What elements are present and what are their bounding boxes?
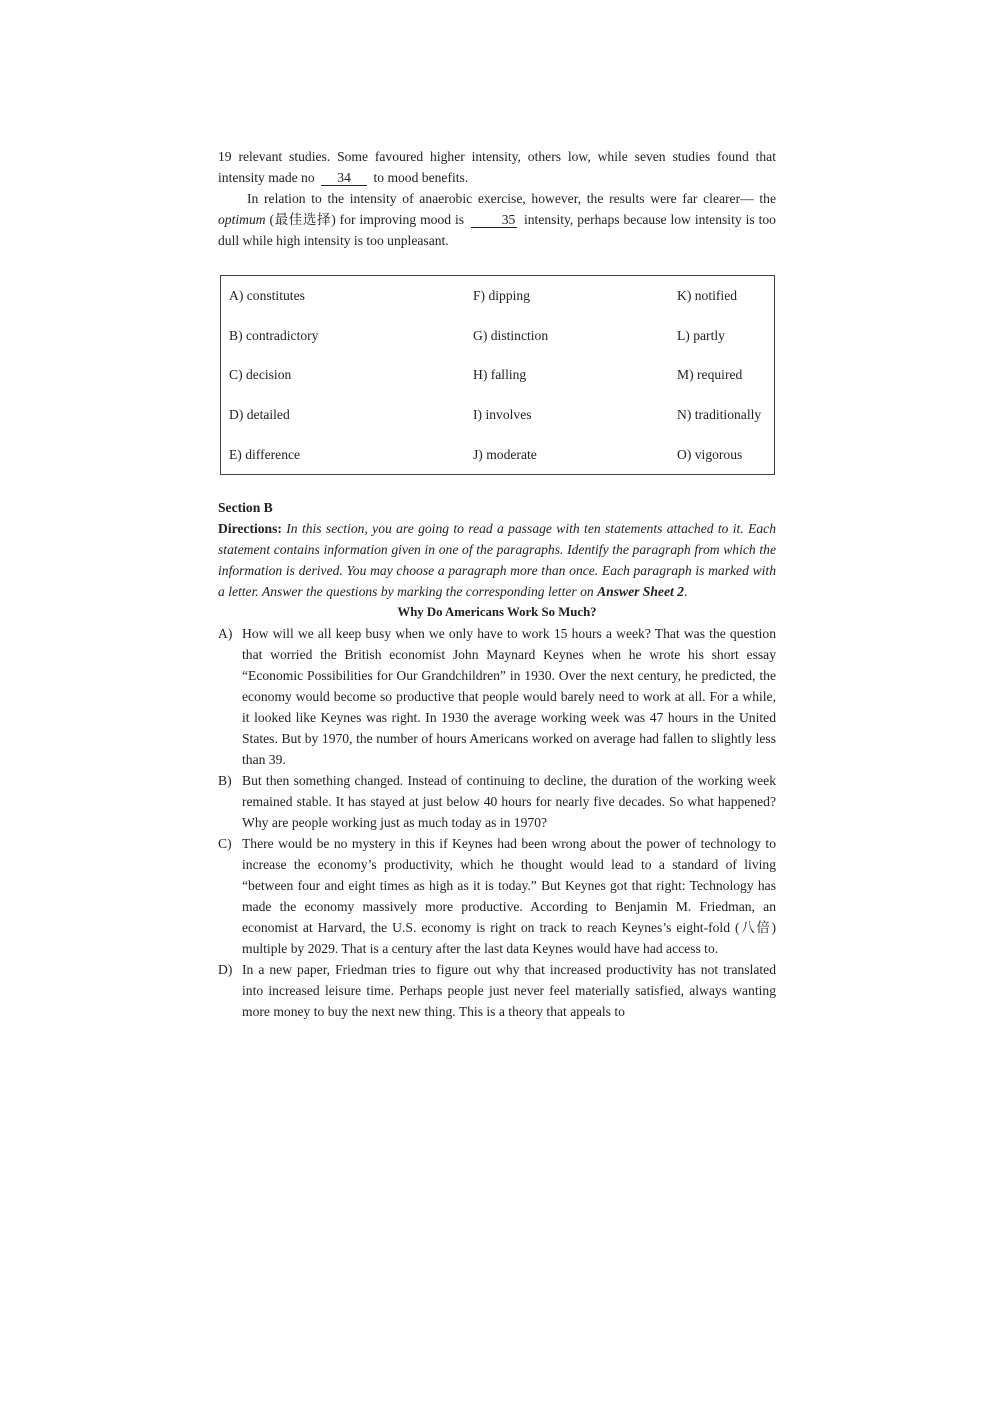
page-content (218, 146, 776, 1022)
word-bank-row (221, 355, 775, 395)
passage-a-para1 (218, 146, 776, 188)
answer-sheet-label: Answer Sheet 2 (597, 583, 684, 599)
word-option: N) traditionally (677, 407, 762, 423)
directions-text: In this section, you are going to read a passage with ten statements attached to it. Each statement contains information given in one of the paragraphs. Identify the paragraph from which the information is derived. You may choose a paragraph more than once. Each paragraph is marked with a letter. Answer the questions by marking the corresponding letter on (218, 520, 776, 599)
word-bank-row (221, 276, 775, 316)
word-option: B) contradictory (229, 327, 319, 343)
passage-a-para2 (218, 188, 776, 251)
paragraph-text: How will we all keep busy when we only have to work 15 hours a week? That was the question that worried the British economist John Maynard Keynes when he wrote his short essay “Economic Possibilities for Our Grandchildren” in 1930. Over the next century, he predicted, the economy would become so productive that people would barely need to work at all. For a while, it looked like Keynes was right. In 1930 the average working week was 47 hours in the United States. But by 1970, the number of hours Americans worked on average had fallen to slightly less than 39. (242, 625, 776, 767)
passage-text: In relation to the intensity of anaerobic exercise, however, the results were far clearer— the (247, 191, 776, 206)
word-bank-row (221, 395, 775, 435)
paragraph-text: There would be no mystery in this if Keynes had been wrong about the power of technology to increase the economy’s productivity, which he thought would lead to a standard of living “between four and eight times as high as it is today.” But Keynes got that right: Technology has made the economy massively more productive. According to Benjamin M. Friedman, an economist at Harvard, the U.S. economy is right on track to reach Keynes’s eight-fold (八倍) multiple by 2029. That is a century after the last data Keynes would have had access to. (242, 835, 776, 956)
paragraph-letter: D) (218, 961, 233, 977)
word-option: O) vigorous (677, 446, 743, 462)
word-option: M) required (677, 367, 743, 383)
passage-text: intensity, perhaps because low intensity is too dull while high intensity is too unpleasant. (218, 212, 776, 248)
word-option: K) notified (677, 288, 738, 304)
paragraph-c (218, 833, 776, 959)
blank-35: 35 (471, 212, 517, 228)
word-option: G) distinction (473, 327, 549, 343)
word-bank-row (221, 316, 775, 356)
word-option: I) involves (473, 407, 532, 423)
passage-text: (最佳选择) for improving mood is (269, 212, 465, 227)
paragraph-letter: C) (218, 835, 232, 851)
word-bank-row (221, 434, 775, 474)
paragraph-b (218, 770, 776, 833)
word-option: L) partly (677, 327, 725, 343)
word-option: D) detailed (229, 407, 290, 423)
blank-34: 34 (321, 170, 367, 186)
passage-text: 19 relevant studies. Some favoured higher intensity, others low, while seven studies found that intensity made no (218, 149, 776, 185)
directions (218, 518, 776, 602)
paragraph-letter: A) (218, 625, 233, 641)
paragraph-text: But then something changed. Instead of continuing to decline, the duration of the working week remained stable. It has stayed at just below 40 hours for nearly five decades. So what happened? Why are people working just as much today as in 1970? (242, 772, 776, 830)
passage-title: Why Do Americans Work So Much? (397, 604, 597, 619)
passage-text: to mood benefits. (373, 170, 469, 185)
word-option: F) dipping (473, 288, 531, 304)
word-option: J) moderate (473, 446, 537, 462)
directions-period: . (683, 583, 688, 599)
paragraph-d (218, 959, 776, 1022)
word-bank-table (220, 275, 775, 475)
word-option: C) decision (229, 367, 292, 383)
paragraph-a (218, 623, 776, 770)
word-option: A) constitutes (229, 288, 305, 304)
directions-label: Directions: (218, 520, 282, 536)
optimum-word: optimum (218, 212, 266, 227)
section-b-title: Section B (218, 499, 273, 515)
word-option: H) falling (473, 367, 527, 383)
paragraph-letter: B) (218, 772, 232, 788)
paragraph-text: In a new paper, Friedman tries to figure out why that increased productivity has not translated into increased leisure time. Perhaps people just never feel materially satisfied, always wanting more money to buy the next new thing. This is a theory that appeals to (242, 961, 776, 1019)
word-option: E) difference (229, 446, 301, 462)
